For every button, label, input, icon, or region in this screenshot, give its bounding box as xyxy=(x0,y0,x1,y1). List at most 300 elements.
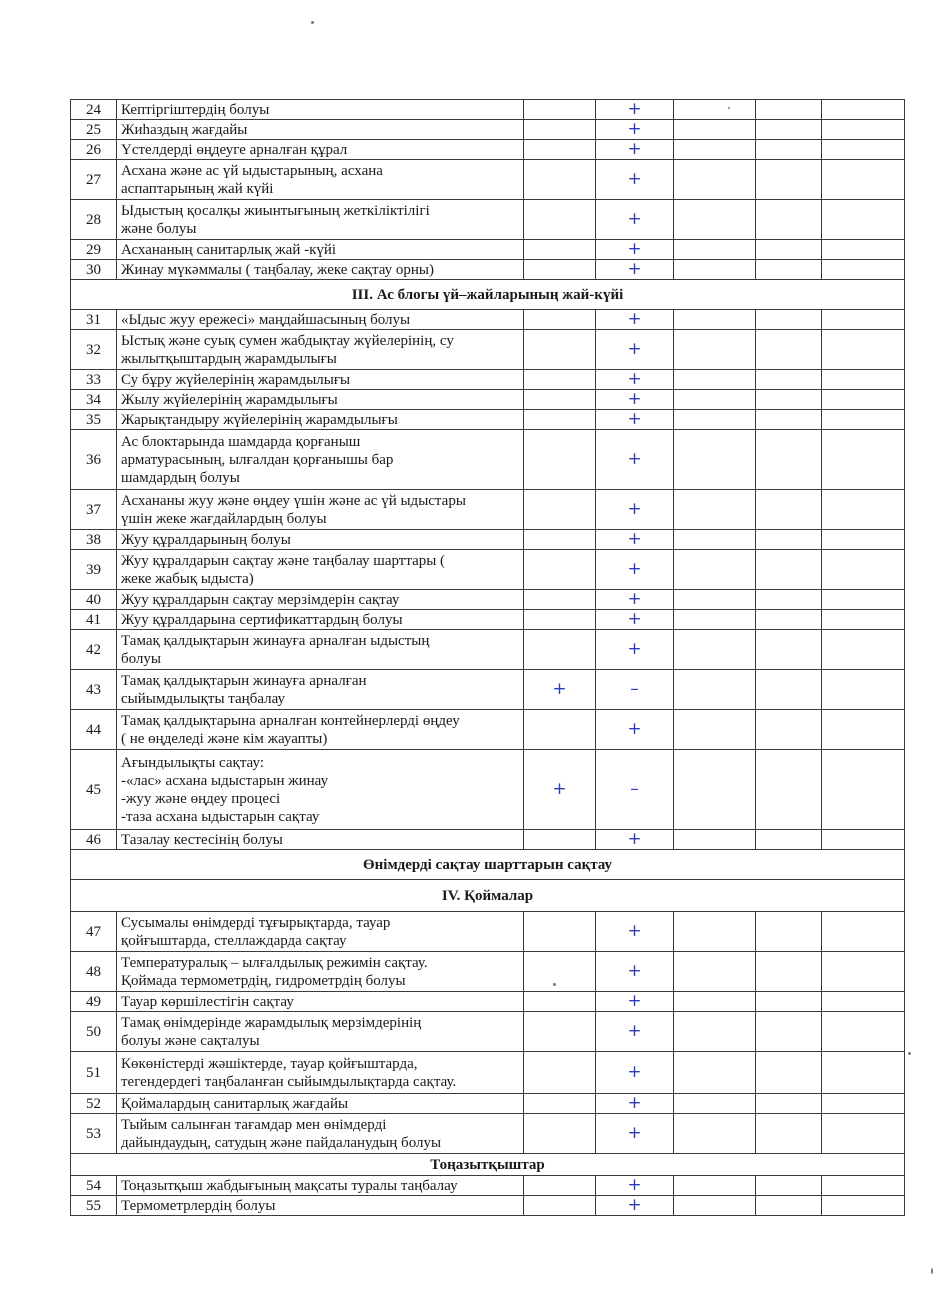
item-description: Жуу құралдарын сақтау және таңбалау шарттары ( жеке жабық ыдыста) xyxy=(117,550,524,590)
item-description: Температуралық – ылғалдылық режимін сақтау. Қоймада термометрдің, гидрометрдің болуы xyxy=(117,952,524,992)
empty-cell xyxy=(756,370,822,390)
empty-cell xyxy=(674,260,756,280)
empty-cell xyxy=(756,1094,822,1114)
item-number: 32 xyxy=(71,330,117,370)
table-row xyxy=(71,140,905,160)
table-row xyxy=(71,1052,905,1094)
empty-cell xyxy=(674,140,756,160)
handwritten-mark: + xyxy=(552,679,567,699)
empty-cell xyxy=(756,120,822,140)
mark-cell-2 xyxy=(596,670,674,710)
mark-cell-2 xyxy=(596,140,674,160)
empty-cell xyxy=(674,550,756,590)
table-row xyxy=(71,750,905,830)
empty-cell xyxy=(674,100,756,120)
mark-cell-2 xyxy=(596,430,674,490)
empty-cell xyxy=(674,390,756,410)
table-row xyxy=(71,490,905,530)
mark-cell-2 xyxy=(596,830,674,850)
item-number: 34 xyxy=(71,390,117,410)
empty-cell xyxy=(674,750,756,830)
handwritten-mark: + xyxy=(627,369,642,389)
item-number: 36 xyxy=(71,430,117,490)
empty-cell xyxy=(756,952,822,992)
checklist-rows xyxy=(71,100,905,1216)
empty-cell xyxy=(674,1196,756,1216)
section-title: III. Ас блогы үй–жайларының жай-күйі xyxy=(71,280,905,310)
mark-cell-2 xyxy=(596,490,674,530)
handwritten-mark: + xyxy=(627,389,642,409)
item-description: «Ыдыс жуу ережесі» маңдайшасының болуы xyxy=(117,310,524,330)
item-number: 24 xyxy=(71,100,117,120)
mark-cell-1 xyxy=(524,200,596,240)
handwritten-mark: + xyxy=(627,1195,642,1215)
item-description: Асхананың санитарлық жай -күйі xyxy=(117,240,524,260)
empty-cell xyxy=(822,390,905,410)
empty-cell xyxy=(756,100,822,120)
mark-cell-2 xyxy=(596,710,674,750)
empty-cell xyxy=(674,160,756,200)
empty-cell xyxy=(756,750,822,830)
handwritten-mark: + xyxy=(627,559,642,579)
item-description: Жуу құралдарының болуы xyxy=(117,530,524,550)
section-title: IV. Қоймалар xyxy=(71,880,905,912)
empty-cell xyxy=(756,550,822,590)
empty-cell xyxy=(822,430,905,490)
empty-cell xyxy=(674,310,756,330)
table-row xyxy=(71,200,905,240)
handwritten-mark: – xyxy=(630,679,639,699)
table-row xyxy=(71,1196,905,1216)
empty-cell xyxy=(756,670,822,710)
empty-cell xyxy=(756,140,822,160)
empty-cell xyxy=(756,1012,822,1052)
table-row xyxy=(71,912,905,952)
item-description: Тамақ қалдықтарын жинауға арналған ыдыстың болуы xyxy=(117,630,524,670)
empty-cell xyxy=(822,100,905,120)
handwritten-mark: + xyxy=(627,639,642,659)
section-header-row xyxy=(71,1154,905,1176)
item-number: 31 xyxy=(71,310,117,330)
mark-cell-2 xyxy=(596,550,674,590)
item-number: 35 xyxy=(71,410,117,430)
empty-cell xyxy=(822,410,905,430)
table-row xyxy=(71,120,905,140)
handwritten-mark: + xyxy=(627,239,642,259)
item-description: Жарықтандыру жүйелерінің жарамдылығы xyxy=(117,410,524,430)
handwritten-mark: + xyxy=(627,1062,642,1082)
mark-cell-1 xyxy=(524,992,596,1012)
empty-cell xyxy=(674,610,756,630)
empty-cell xyxy=(756,710,822,750)
empty-cell xyxy=(674,410,756,430)
mark-cell-1 xyxy=(524,750,596,830)
handwritten-mark: + xyxy=(627,139,642,159)
handwritten-mark: + xyxy=(627,449,642,469)
item-number: 55 xyxy=(71,1196,117,1216)
empty-cell xyxy=(822,750,905,830)
mark-cell-2 xyxy=(596,912,674,952)
empty-cell xyxy=(822,240,905,260)
item-number: 40 xyxy=(71,590,117,610)
empty-cell xyxy=(674,1094,756,1114)
mark-cell-2 xyxy=(596,120,674,140)
empty-cell xyxy=(674,1052,756,1094)
item-number: 30 xyxy=(71,260,117,280)
item-number: 49 xyxy=(71,992,117,1012)
empty-cell xyxy=(756,330,822,370)
table-row xyxy=(71,1012,905,1052)
empty-cell xyxy=(756,240,822,260)
mark-cell-2 xyxy=(596,530,674,550)
item-description: Сусымалы өнімдерді тұғырықтарда, тауар қойғыштарда, стеллаждарда сақтау xyxy=(117,912,524,952)
empty-cell xyxy=(822,1114,905,1154)
table-row xyxy=(71,260,905,280)
section-title: Тоңазытқыштар xyxy=(71,1154,905,1176)
mark-cell-1 xyxy=(524,100,596,120)
item-number: 46 xyxy=(71,830,117,850)
handwritten-mark: + xyxy=(627,259,642,279)
empty-cell xyxy=(756,160,822,200)
empty-cell xyxy=(822,1176,905,1196)
empty-cell xyxy=(756,260,822,280)
empty-cell xyxy=(674,1012,756,1052)
empty-cell xyxy=(674,240,756,260)
mark-cell-2 xyxy=(596,590,674,610)
mark-cell-1 xyxy=(524,370,596,390)
handwritten-mark: + xyxy=(627,1175,642,1195)
handwritten-mark: + xyxy=(627,589,642,609)
mark-cell-1 xyxy=(524,1176,596,1196)
empty-cell xyxy=(822,1052,905,1094)
empty-cell xyxy=(756,1176,822,1196)
item-number: 33 xyxy=(71,370,117,390)
empty-cell xyxy=(822,992,905,1012)
mark-cell-1 xyxy=(524,390,596,410)
item-description: Ағындылықты сақтау: -«лас» асхана ыдыстарын жинау -жуу және өңдеу процесі -таза асхана ыдыстарын сақтау xyxy=(117,750,524,830)
item-description: Ыдыстың қосалқы жиынтығының жеткіліктілігі және болуы xyxy=(117,200,524,240)
scan-speck xyxy=(728,107,730,109)
empty-cell xyxy=(822,1012,905,1052)
handwritten-mark: + xyxy=(627,309,642,329)
empty-cell xyxy=(674,530,756,550)
mark-cell-2 xyxy=(596,330,674,370)
empty-cell xyxy=(822,140,905,160)
item-number: 29 xyxy=(71,240,117,260)
item-number: 45 xyxy=(71,750,117,830)
mark-cell-1 xyxy=(524,710,596,750)
empty-cell xyxy=(822,710,905,750)
mark-cell-2 xyxy=(596,160,674,200)
scan-speck xyxy=(931,1268,933,1274)
inspection-checklist-table xyxy=(70,99,905,1216)
mark-cell-1 xyxy=(524,830,596,850)
empty-cell xyxy=(674,1176,756,1196)
item-description: Тазалау кестесінің болуы xyxy=(117,830,524,850)
empty-cell xyxy=(822,1094,905,1114)
empty-cell xyxy=(822,200,905,240)
empty-cell xyxy=(674,670,756,710)
item-description: Су бұру жүйелерінің жарамдылығы xyxy=(117,370,524,390)
mark-cell-1 xyxy=(524,912,596,952)
scan-speck xyxy=(311,21,314,24)
table-row xyxy=(71,710,905,750)
mark-cell-2 xyxy=(596,1114,674,1154)
handwritten-mark: + xyxy=(627,719,642,739)
mark-cell-1 xyxy=(524,160,596,200)
item-number: 47 xyxy=(71,912,117,952)
empty-cell xyxy=(674,330,756,370)
handwritten-mark: + xyxy=(627,99,642,119)
item-description: Жиһаздың жағдайы xyxy=(117,120,524,140)
mark-cell-1 xyxy=(524,240,596,260)
mark-cell-2 xyxy=(596,240,674,260)
handwritten-mark: + xyxy=(627,961,642,981)
empty-cell xyxy=(756,630,822,670)
empty-cell xyxy=(756,530,822,550)
mark-cell-2 xyxy=(596,410,674,430)
mark-cell-2 xyxy=(596,610,674,630)
scan-speck xyxy=(553,983,556,986)
empty-cell xyxy=(822,610,905,630)
handwritten-mark: + xyxy=(627,339,642,359)
empty-cell xyxy=(674,992,756,1012)
mark-cell-2 xyxy=(596,1094,674,1114)
mark-cell-1 xyxy=(524,952,596,992)
empty-cell xyxy=(674,120,756,140)
empty-cell xyxy=(756,610,822,630)
empty-cell xyxy=(756,1196,822,1216)
mark-cell-1 xyxy=(524,1114,596,1154)
table-row xyxy=(71,530,905,550)
mark-cell-2 xyxy=(596,952,674,992)
table-row xyxy=(71,100,905,120)
table-row xyxy=(71,590,905,610)
item-description: Асхана және ас үй ыдыстарының, асхана аспаптарының жай күйі xyxy=(117,160,524,200)
section-header-row xyxy=(71,850,905,880)
item-description: Тауар көршілестігін сақтау xyxy=(117,992,524,1012)
table-row xyxy=(71,330,905,370)
empty-cell xyxy=(756,200,822,240)
empty-cell xyxy=(674,630,756,670)
handwritten-mark: + xyxy=(627,1021,642,1041)
empty-cell xyxy=(822,310,905,330)
table-row xyxy=(71,370,905,390)
mark-cell-1 xyxy=(524,1052,596,1094)
empty-cell xyxy=(756,1114,822,1154)
mark-cell-2 xyxy=(596,390,674,410)
item-number: 53 xyxy=(71,1114,117,1154)
empty-cell xyxy=(674,912,756,952)
empty-cell xyxy=(756,430,822,490)
empty-cell xyxy=(674,430,756,490)
handwritten-mark: + xyxy=(627,409,642,429)
handwritten-mark: + xyxy=(627,209,642,229)
handwritten-mark: – xyxy=(630,779,639,799)
item-number: 42 xyxy=(71,630,117,670)
item-description: Тамақ өнімдерінде жарамдылық мерзімдерінің болуы және сақталуы xyxy=(117,1012,524,1052)
item-description: Жинау мүкәммалы ( таңбалау, жеке сақтау орны) xyxy=(117,260,524,280)
handwritten-mark: + xyxy=(552,779,567,799)
table-row xyxy=(71,390,905,410)
table-row xyxy=(71,630,905,670)
table-row xyxy=(71,410,905,430)
mark-cell-2 xyxy=(596,260,674,280)
handwritten-mark: + xyxy=(627,1123,642,1143)
table-row xyxy=(71,310,905,330)
empty-cell xyxy=(756,390,822,410)
item-description: Кептіргіштердің болуы xyxy=(117,100,524,120)
item-number: 44 xyxy=(71,710,117,750)
empty-cell xyxy=(822,330,905,370)
table-row xyxy=(71,1094,905,1114)
mark-cell-1 xyxy=(524,330,596,370)
table-row xyxy=(71,160,905,200)
item-number: 28 xyxy=(71,200,117,240)
item-description: Жылу жүйелерінің жарамдылығы xyxy=(117,390,524,410)
empty-cell xyxy=(756,992,822,1012)
mark-cell-1 xyxy=(524,490,596,530)
item-number: 25 xyxy=(71,120,117,140)
mark-cell-1 xyxy=(524,120,596,140)
mark-cell-2 xyxy=(596,992,674,1012)
table-row xyxy=(71,1176,905,1196)
empty-cell xyxy=(822,120,905,140)
item-description: Қоймалардың санитарлық жағдайы xyxy=(117,1094,524,1114)
item-number: 50 xyxy=(71,1012,117,1052)
empty-cell xyxy=(674,710,756,750)
mark-cell-1 xyxy=(524,550,596,590)
item-number: 26 xyxy=(71,140,117,160)
empty-cell xyxy=(756,310,822,330)
empty-cell xyxy=(822,952,905,992)
item-number: 54 xyxy=(71,1176,117,1196)
table-row xyxy=(71,550,905,590)
item-description: Асхананы жуу және өңдеу үшін және ас үй ыдыстары үшін жеке жағдайлардың болуы xyxy=(117,490,524,530)
empty-cell xyxy=(674,952,756,992)
item-number: 41 xyxy=(71,610,117,630)
mark-cell-2 xyxy=(596,750,674,830)
empty-cell xyxy=(756,490,822,530)
item-number: 38 xyxy=(71,530,117,550)
empty-cell xyxy=(822,590,905,610)
empty-cell xyxy=(756,590,822,610)
item-description: Ас блоктарында шамдарда қорғаныш арматурасының, ылғалдан қорғанышы бар шамдардың болуы xyxy=(117,430,524,490)
item-number: 51 xyxy=(71,1052,117,1094)
empty-cell xyxy=(674,370,756,390)
table-row xyxy=(71,610,905,630)
handwritten-mark: + xyxy=(627,921,642,941)
item-number: 39 xyxy=(71,550,117,590)
table-row xyxy=(71,830,905,850)
item-description: Тамақ қалдықтарына арналған контейнерлерді өңдеу ( не өңделеді және кім жауапты) xyxy=(117,710,524,750)
empty-cell xyxy=(674,590,756,610)
empty-cell xyxy=(674,830,756,850)
empty-cell xyxy=(822,490,905,530)
table-row xyxy=(71,1114,905,1154)
mark-cell-1 xyxy=(524,1012,596,1052)
empty-cell xyxy=(822,370,905,390)
item-description: Тоңазытқыш жабдығының мақсаты туралы таңбалау xyxy=(117,1176,524,1196)
mark-cell-1 xyxy=(524,590,596,610)
handwritten-mark: + xyxy=(627,829,642,849)
handwritten-mark: + xyxy=(627,499,642,519)
mark-cell-2 xyxy=(596,370,674,390)
item-description: Үстелдерді өңдеуге арналған құрал xyxy=(117,140,524,160)
empty-cell xyxy=(756,410,822,430)
item-number: 48 xyxy=(71,952,117,992)
empty-cell xyxy=(822,630,905,670)
item-description: Тыйым салынған тағамдар мен өнімдерді дайындаудың, сатудың және пайдаланудың болуы xyxy=(117,1114,524,1154)
empty-cell xyxy=(822,260,905,280)
item-description: Тамақ қалдықтарын жинауға арналған сыйымдылықты таңбалау xyxy=(117,670,524,710)
mark-cell-1 xyxy=(524,670,596,710)
mark-cell-1 xyxy=(524,310,596,330)
item-description: Жуу құралдарына сертификаттардың болуы xyxy=(117,610,524,630)
empty-cell xyxy=(674,490,756,530)
empty-cell xyxy=(674,200,756,240)
item-description: Көкөністерді жәшіктерде, тауар қойғыштарда, тегендердегі таңбаланған сыйымдылықтарда сақтау. xyxy=(117,1052,524,1094)
empty-cell xyxy=(822,1196,905,1216)
section-title: Өнімдерді сақтау шарттарын сақтау xyxy=(71,850,905,880)
empty-cell xyxy=(822,160,905,200)
handwritten-mark: + xyxy=(627,529,642,549)
handwritten-mark: + xyxy=(627,169,642,189)
scan-speck xyxy=(908,1052,911,1055)
table-row xyxy=(71,430,905,490)
table-row xyxy=(71,240,905,260)
mark-cell-1 xyxy=(524,610,596,630)
empty-cell xyxy=(822,670,905,710)
mark-cell-2 xyxy=(596,310,674,330)
mark-cell-2 xyxy=(596,1052,674,1094)
handwritten-mark: + xyxy=(627,609,642,629)
handwritten-mark: + xyxy=(627,119,642,139)
section-header-row xyxy=(71,280,905,310)
item-description: Ыстық және суық сумен жабдықтау жүйелерінің, су жылытқыштардың жарамдылығы xyxy=(117,330,524,370)
mark-cell-2 xyxy=(596,1196,674,1216)
empty-cell xyxy=(822,830,905,850)
empty-cell xyxy=(822,912,905,952)
mark-cell-1 xyxy=(524,430,596,490)
empty-cell xyxy=(756,912,822,952)
mark-cell-2 xyxy=(596,630,674,670)
empty-cell xyxy=(756,1052,822,1094)
handwritten-mark: + xyxy=(627,991,642,1011)
item-number: 43 xyxy=(71,670,117,710)
table-row xyxy=(71,952,905,992)
item-description: Термометрлердің болуы xyxy=(117,1196,524,1216)
empty-cell xyxy=(822,530,905,550)
mark-cell-1 xyxy=(524,260,596,280)
mark-cell-2 xyxy=(596,200,674,240)
item-number: 37 xyxy=(71,490,117,530)
item-description: Жуу құралдарын сақтау мерзімдерін сақтау xyxy=(117,590,524,610)
section-header-row xyxy=(71,880,905,912)
table-row xyxy=(71,670,905,710)
mark-cell-2 xyxy=(596,1012,674,1052)
empty-cell xyxy=(756,830,822,850)
mark-cell-1 xyxy=(524,1094,596,1114)
mark-cell-1 xyxy=(524,530,596,550)
empty-cell xyxy=(674,1114,756,1154)
item-number: 27 xyxy=(71,160,117,200)
mark-cell-1 xyxy=(524,410,596,430)
handwritten-mark: + xyxy=(627,1093,642,1113)
table-row xyxy=(71,992,905,1012)
mark-cell-1 xyxy=(524,630,596,670)
mark-cell-2 xyxy=(596,100,674,120)
